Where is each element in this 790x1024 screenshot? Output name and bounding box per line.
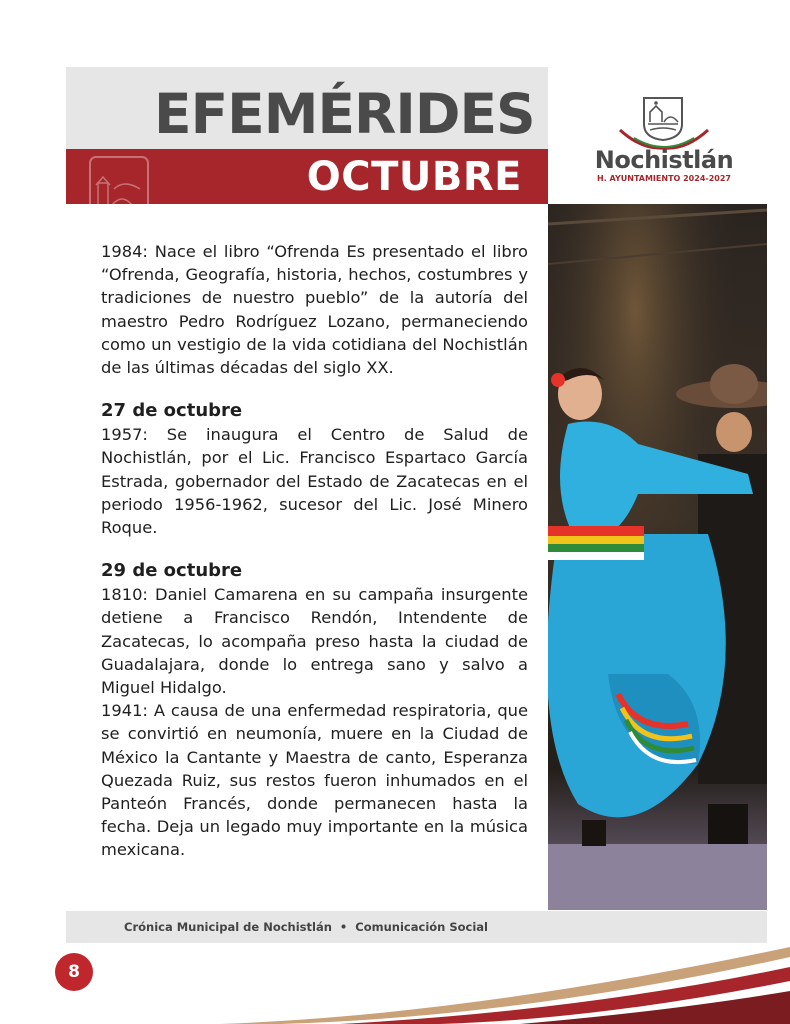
footer-separator: • bbox=[339, 920, 348, 934]
footer-department: Comunicación Social bbox=[355, 920, 488, 934]
footer-credits bbox=[124, 920, 488, 934]
section-heading: 27 de octubre bbox=[101, 400, 243, 422]
decorative-swoosh-icon bbox=[220, 945, 790, 1024]
municipal-seal-watermark-icon bbox=[88, 155, 150, 204]
folk-dancers-photo bbox=[548, 204, 767, 910]
logo-subtitle: H. AYUNTAMIENTO 2024-2027 bbox=[597, 174, 731, 183]
article-body bbox=[101, 240, 528, 862]
page-month: OCTUBRE bbox=[306, 154, 522, 200]
header-month-band bbox=[66, 149, 548, 204]
section-paragraph: 1810: Daniel Camarena en su campaña insurgente detiene a Francisco Rendón, Intendente de Zacatecas, lo acompaña preso hasta la ciudad de Guadalajara, donde lo entrega sano y salvo a Miguel Hidalgo. bbox=[101, 585, 528, 698]
folk-dancer-image-icon bbox=[548, 204, 767, 910]
municipal-logo bbox=[578, 92, 750, 192]
footer-publication: Crónica Municipal de Nochistlán bbox=[124, 920, 332, 934]
page-number: 8 bbox=[55, 953, 93, 991]
section-heading: 29 de octubre bbox=[101, 560, 243, 582]
footer-bar bbox=[66, 911, 767, 943]
section-paragraph: 1957: Se inaugura el Centro de Salud de Nochistlán, por el Lic. Francisco Espartaco García Estrada, gobernador del Estado de Zacatecas en el periodo 1956-1962, sucesor del Lic. José Minero Roque. bbox=[101, 425, 528, 538]
page-title: EFEMÉRIDES bbox=[154, 82, 535, 146]
logo-name: Nochistlán bbox=[594, 146, 734, 174]
section-paragraph: 1941: A causa de una enfermedad respiratoria, que se convirtió en neumonía, muere en la Ciudad de México la Cantante y Maestra de canto, Esperanza Quezada Ruiz, sus restos fueron inhumados en el Panteón Francés, donde permanecen hasta la fecha. Deja un legado muy importante en la música mexicana. bbox=[101, 701, 528, 860]
intro-paragraph: 1984: Nace el libro “Ofrenda Es presentado el libro “Ofrenda, Geografía, historia, hechos, costumbres y tradiciones de nuestro pueblo” de la autoría del maestro Pedro Rodríguez Lozano, permaneciendo como un vestigio de la vida cotidiana del Nochistlán de las últimas décadas del siglo XX. bbox=[101, 242, 528, 378]
